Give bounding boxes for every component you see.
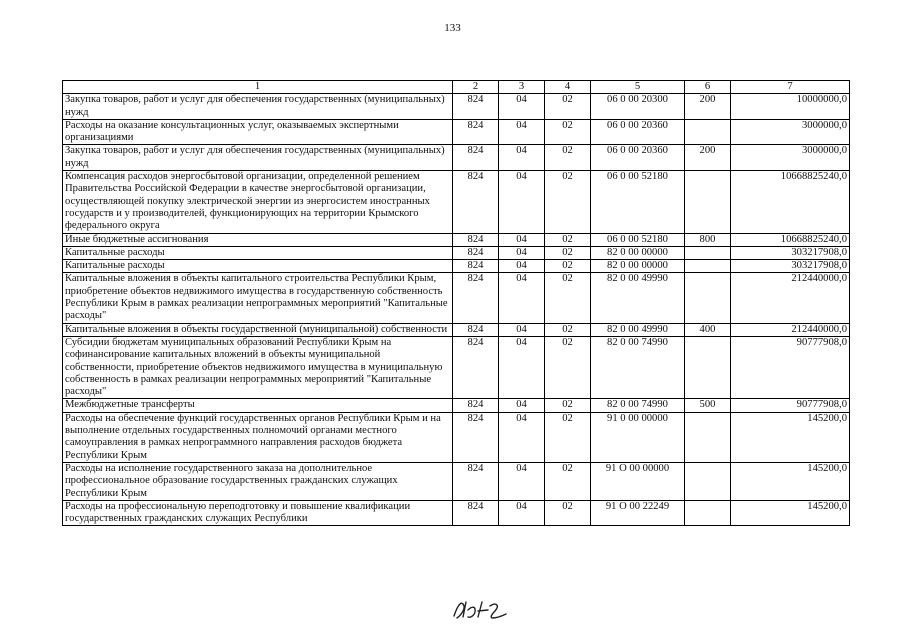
subsection-cell: 02 (545, 323, 591, 336)
target-article-cell: 82 0 00 00000 (591, 246, 685, 259)
ministry-code-cell: 824 (453, 246, 499, 259)
table-row (63, 399, 850, 412)
ministry-code-cell: 824 (453, 233, 499, 246)
expense-type-cell: 400 (685, 323, 731, 336)
ministry-code-cell: 824 (453, 94, 499, 120)
description-cell: Иные бюджетные ассигнования (63, 233, 453, 246)
description-cell: Расходы на исполнение государственного заказа на дополнительное профессиональное образование государственных гражданских служащих Республики Крым (63, 462, 453, 500)
subsection-cell: 02 (545, 412, 591, 462)
target-article-cell: 91 0 00 00000 (591, 412, 685, 462)
amount-cell: 10668825240,0 (731, 171, 850, 233)
subsection-cell: 02 (545, 233, 591, 246)
column-number-7: 7 (731, 81, 850, 94)
ministry-code-cell: 824 (453, 119, 499, 145)
table-row (63, 500, 850, 526)
expense-type-cell (685, 171, 731, 233)
target-article-cell: 91 О 00 22249 (591, 500, 685, 526)
description-cell: Закупка товаров, работ и услуг для обеспечения государственных (муниципальных) нужд (63, 145, 453, 171)
ministry-code-cell: 824 (453, 273, 499, 323)
amount-cell: 212440000,0 (731, 273, 850, 323)
subsection-cell: 02 (545, 336, 591, 398)
table-row (63, 246, 850, 259)
amount-cell: 145200,0 (731, 500, 850, 526)
table-row (63, 323, 850, 336)
description-cell: Закупка товаров, работ и услуг для обеспечения государственных (муниципальных) нужд (63, 94, 453, 120)
section-cell: 04 (499, 119, 545, 145)
target-article-cell: 82 0 00 49990 (591, 273, 685, 323)
subsection-cell: 02 (545, 94, 591, 120)
subsection-cell: 02 (545, 145, 591, 171)
subsection-cell: 02 (545, 260, 591, 273)
target-article-cell: 06 0 00 52180 (591, 233, 685, 246)
table-row (63, 462, 850, 500)
section-cell: 04 (499, 94, 545, 120)
expense-type-cell (685, 119, 731, 145)
expense-type-cell: 200 (685, 145, 731, 171)
amount-cell: 90777908,0 (731, 399, 850, 412)
expense-type-cell: 500 (685, 399, 731, 412)
target-article-cell: 91 О 00 00000 (591, 462, 685, 500)
target-article-cell: 06 0 00 20360 (591, 119, 685, 145)
amount-cell: 145200,0 (731, 412, 850, 462)
column-number-4: 4 (545, 81, 591, 94)
expense-type-cell (685, 500, 731, 526)
section-cell: 04 (499, 462, 545, 500)
section-cell: 04 (499, 323, 545, 336)
handwritten-page-mark (448, 596, 518, 622)
column-number-2: 2 (453, 81, 499, 94)
column-number-3: 3 (499, 81, 545, 94)
table-row (63, 94, 850, 120)
subsection-cell: 02 (545, 171, 591, 233)
expense-type-cell (685, 462, 731, 500)
table-header-row (63, 81, 850, 94)
table-row (63, 412, 850, 462)
section-cell: 04 (499, 246, 545, 259)
target-article-cell: 82 0 00 49990 (591, 323, 685, 336)
section-cell: 04 (499, 336, 545, 398)
table-row (63, 171, 850, 233)
section-cell: 04 (499, 171, 545, 233)
expense-type-cell (685, 412, 731, 462)
ministry-code-cell: 824 (453, 336, 499, 398)
subsection-cell: 02 (545, 273, 591, 323)
amount-cell: 3000000,0 (731, 119, 850, 145)
target-article-cell: 82 0 00 74990 (591, 399, 685, 412)
subsection-cell: 02 (545, 246, 591, 259)
expense-type-cell: 200 (685, 94, 731, 120)
section-cell: 04 (499, 412, 545, 462)
description-cell: Капитальные вложения в объекты капитального строительства Республики Крым, приобретение объектов недвижимого имущества в государственную собственность Республики Крым в рамках реализации непрограммных мероприятий "Капитальные расходы" (63, 273, 453, 323)
subsection-cell: 02 (545, 119, 591, 145)
subsection-cell: 02 (545, 500, 591, 526)
expense-type-cell: 800 (685, 233, 731, 246)
table-row (63, 260, 850, 273)
column-number-1: 1 (63, 81, 453, 94)
table-row (63, 273, 850, 323)
description-cell: Капитальные расходы (63, 260, 453, 273)
subsection-cell: 02 (545, 399, 591, 412)
expense-type-cell (685, 246, 731, 259)
description-cell: Расходы на оказание консультационных услуг, оказываемых экспертными организациями (63, 119, 453, 145)
page-number: 133 (444, 22, 461, 34)
ministry-code-cell: 824 (453, 500, 499, 526)
ministry-code-cell: 824 (453, 171, 499, 233)
table-row (63, 233, 850, 246)
ministry-code-cell: 824 (453, 412, 499, 462)
amount-cell: 10668825240,0 (731, 233, 850, 246)
ministry-code-cell: 824 (453, 145, 499, 171)
amount-cell: 303217908,0 (731, 246, 850, 259)
expense-type-cell (685, 336, 731, 398)
section-cell: 04 (499, 145, 545, 171)
section-cell: 04 (499, 500, 545, 526)
ministry-code-cell: 824 (453, 399, 499, 412)
description-cell: Компенсация расходов энергосбытовой организации, определенной решением Правительства Российской Федерации в качестве энергосбытовой организации, осуществляющей покупку электрической энергии из энергосистем иностранных государств и у производителей, функционирующих на территории Крымского федерального округа (63, 171, 453, 233)
expense-type-cell (685, 260, 731, 273)
amount-cell: 3000000,0 (731, 145, 850, 171)
target-article-cell: 06 0 00 20300 (591, 94, 685, 120)
expense-type-cell (685, 273, 731, 323)
amount-cell: 10000000,0 (731, 94, 850, 120)
column-number-5: 5 (591, 81, 685, 94)
description-cell: Межбюджетные трансферты (63, 399, 453, 412)
subsection-cell: 02 (545, 462, 591, 500)
target-article-cell: 82 0 00 74990 (591, 336, 685, 398)
section-cell: 04 (499, 273, 545, 323)
table-row (63, 119, 850, 145)
ministry-code-cell: 824 (453, 462, 499, 500)
section-cell: 04 (499, 399, 545, 412)
target-article-cell: 82 0 00 00000 (591, 260, 685, 273)
section-cell: 04 (499, 260, 545, 273)
target-article-cell: 06 0 00 52180 (591, 171, 685, 233)
description-cell: Субсидии бюджетам муниципальных образований Республики Крым на софинансирование капитальных вложений в объекты муниципальной собственности, приобретение объектов недвижимого имущества в муниципальную собственность в рамках реализации непрограммных мероприятий "Капитальные расходы" (63, 336, 453, 398)
description-cell: Капитальные вложения в объекты государственной (муниципальной) собственности (63, 323, 453, 336)
table-row (63, 145, 850, 171)
amount-cell: 145200,0 (731, 462, 850, 500)
section-cell: 04 (499, 233, 545, 246)
target-article-cell: 06 0 00 20360 (591, 145, 685, 171)
amount-cell: 90777908,0 (731, 336, 850, 398)
amount-cell: 212440000,0 (731, 323, 850, 336)
budget-table (62, 80, 850, 526)
description-cell: Расходы на профессиональную переподготовку и повышение квалификации государственных гражданских служащих Республики (63, 500, 453, 526)
description-cell: Расходы на обеспечение функций государственных органов Республики Крым и на выполнение отдельных государственных полномочий органами местного самоуправления в рамках непрограммного направления расходов бюджета Республики Крым (63, 412, 453, 462)
table-row (63, 336, 850, 398)
column-number-6: 6 (685, 81, 731, 94)
ministry-code-cell: 824 (453, 323, 499, 336)
ministry-code-cell: 824 (453, 260, 499, 273)
amount-cell: 303217908,0 (731, 260, 850, 273)
description-cell: Капитальные расходы (63, 246, 453, 259)
